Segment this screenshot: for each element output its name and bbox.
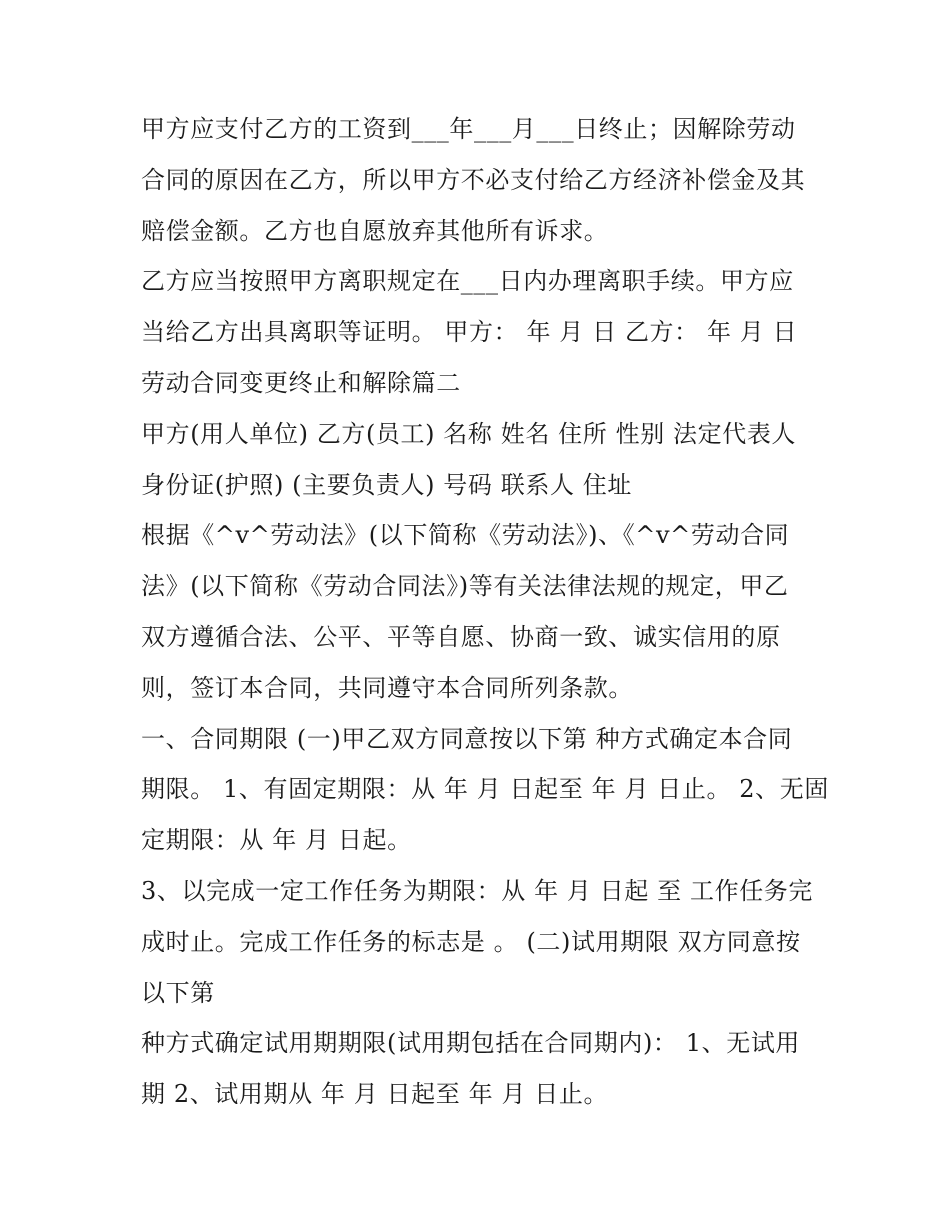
text-line: 期限。 1、有固定期限：从 年 月 日起至 年 月 日止。 2、无固 (141, 775, 829, 804)
document-body (141, 104, 829, 1120)
text-line: 乙方应当按照甲方离职规定在___日内办理离职手续。甲方应 (141, 267, 794, 296)
text-line: 当给乙方出具离职等证明。 甲方： 年 月 日 乙方： 年 月 日 (141, 318, 798, 347)
text-line: 身份证(护照) (主要负责人) 号码 联系人 住址 (141, 470, 632, 499)
text-line: 种方式确定试用期期限(试用期包括在合同期内)： 1、无试用 (141, 1029, 801, 1058)
text-line: 期 2、试用期从 年 月 日起至 年 月 日止。 (141, 1080, 609, 1109)
section-heading: 劳动合同变更终止和解除篇二 (141, 368, 461, 397)
text-line: 以下第 (141, 978, 215, 1007)
text-line: 双方遵循合法、公平、平等自愿、协商一致、诚实信用的原 (141, 622, 781, 651)
text-line: 则，签订本合同，共同遵守本合同所列条款。 (141, 673, 633, 702)
text-line: 甲方应支付乙方的工资到___年___月___日终止；因解除劳动 (141, 115, 796, 143)
text-line: 3、以完成一定工作任务为期限：从 年 月 日起 至 工作任务完 (141, 876, 814, 905)
text-line: 定期限：从 年 月 日起。 (141, 826, 412, 855)
text-line: 合同的原因在乙方，所以甲方不必支付给乙方经济补偿金及其 (141, 165, 806, 194)
text-line: 一、合同期限 (一)甲乙双方同意按以下第 种方式确定本合同 (141, 724, 793, 753)
text-line: 成时止。完成工作任务的标志是 。 (二)试用期限 双方同意按 (141, 927, 801, 956)
text-line: 赔偿金额。乙方也自愿放弃其他所有诉求。 (141, 216, 609, 245)
text-line: 甲方(用人单位) 乙方(员工) 名称 姓名 住所 性别 法定代表人 (141, 419, 797, 448)
text-line: 法》(以下简称《劳动合同法》)等有关法律法规的规定，甲乙 (141, 572, 789, 601)
text-line: 根据《^v^劳动法》(以下简称《劳动法》)、《^v^劳动合同 (141, 521, 790, 550)
